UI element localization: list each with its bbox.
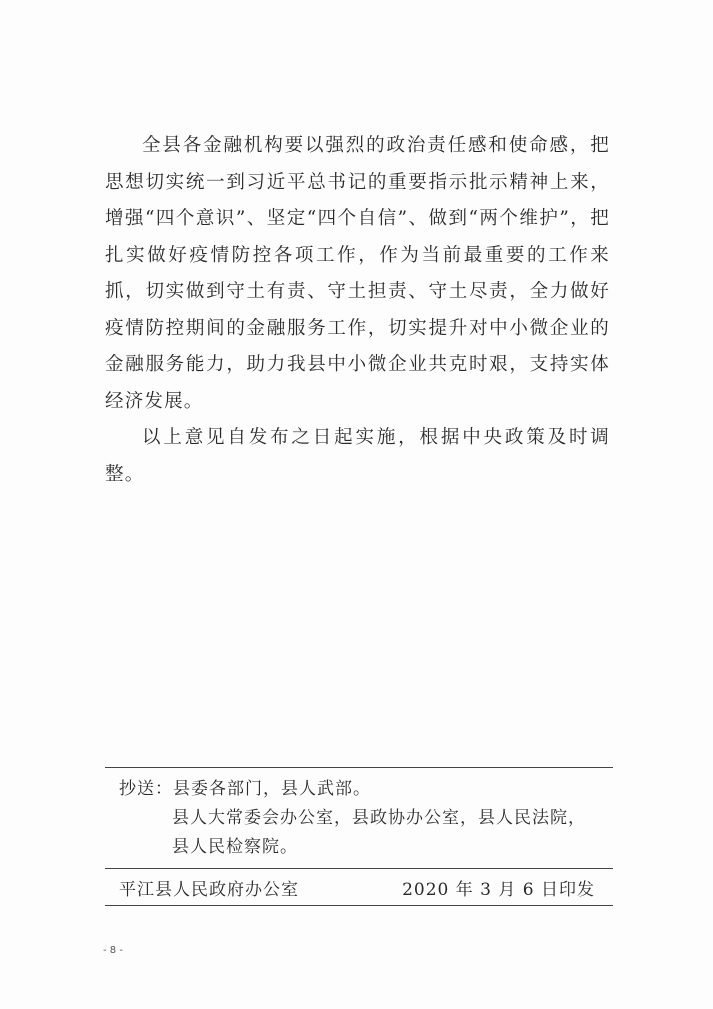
paragraph-implementation: 以上意见自发布之日起实施，根据中央政策及时调整。 (105, 427, 610, 485)
cc-recipients-line-2: 县人大常委会办公室，县政协办公室，县人民法院， (172, 808, 586, 828)
cc-section (105, 768, 613, 868)
cc-recipients-line-3: 县人民检察院。 (172, 837, 298, 857)
cc-first-row (119, 775, 613, 804)
issuing-office: 平江县人民政府办公室 (119, 879, 299, 900)
issuer-row (105, 869, 613, 905)
body-text (105, 128, 610, 493)
cc-label: 抄送： (119, 779, 173, 799)
paragraph-financial-institutions: 全县各金融机构要以强烈的政治责任感和使命感，把思想切实统一到习近平总书记的重要指示批示精神上来，增强“四个意识”、坚定“四个自信”、做到“两个维护”，把扎实做好疫情防控各项工作，作为当前最重要的工作来抓，切实做到守土有责、守土担责、守土尽责，全力做好疫情防控期间的金融服务工作，切实提升对中小微企业的金融服务能力，助力我县中小微企业共克时艰，支持实体经济发展。 (105, 135, 610, 412)
page-number: - 8 - (103, 945, 123, 956)
bottom-divider (105, 905, 613, 906)
distribution-block (105, 767, 613, 906)
cc-recipients-line-1: 县委各部门，县人武部。 (173, 779, 371, 799)
issue-date: 2020 年 3 月 6 日印发 (402, 879, 595, 900)
